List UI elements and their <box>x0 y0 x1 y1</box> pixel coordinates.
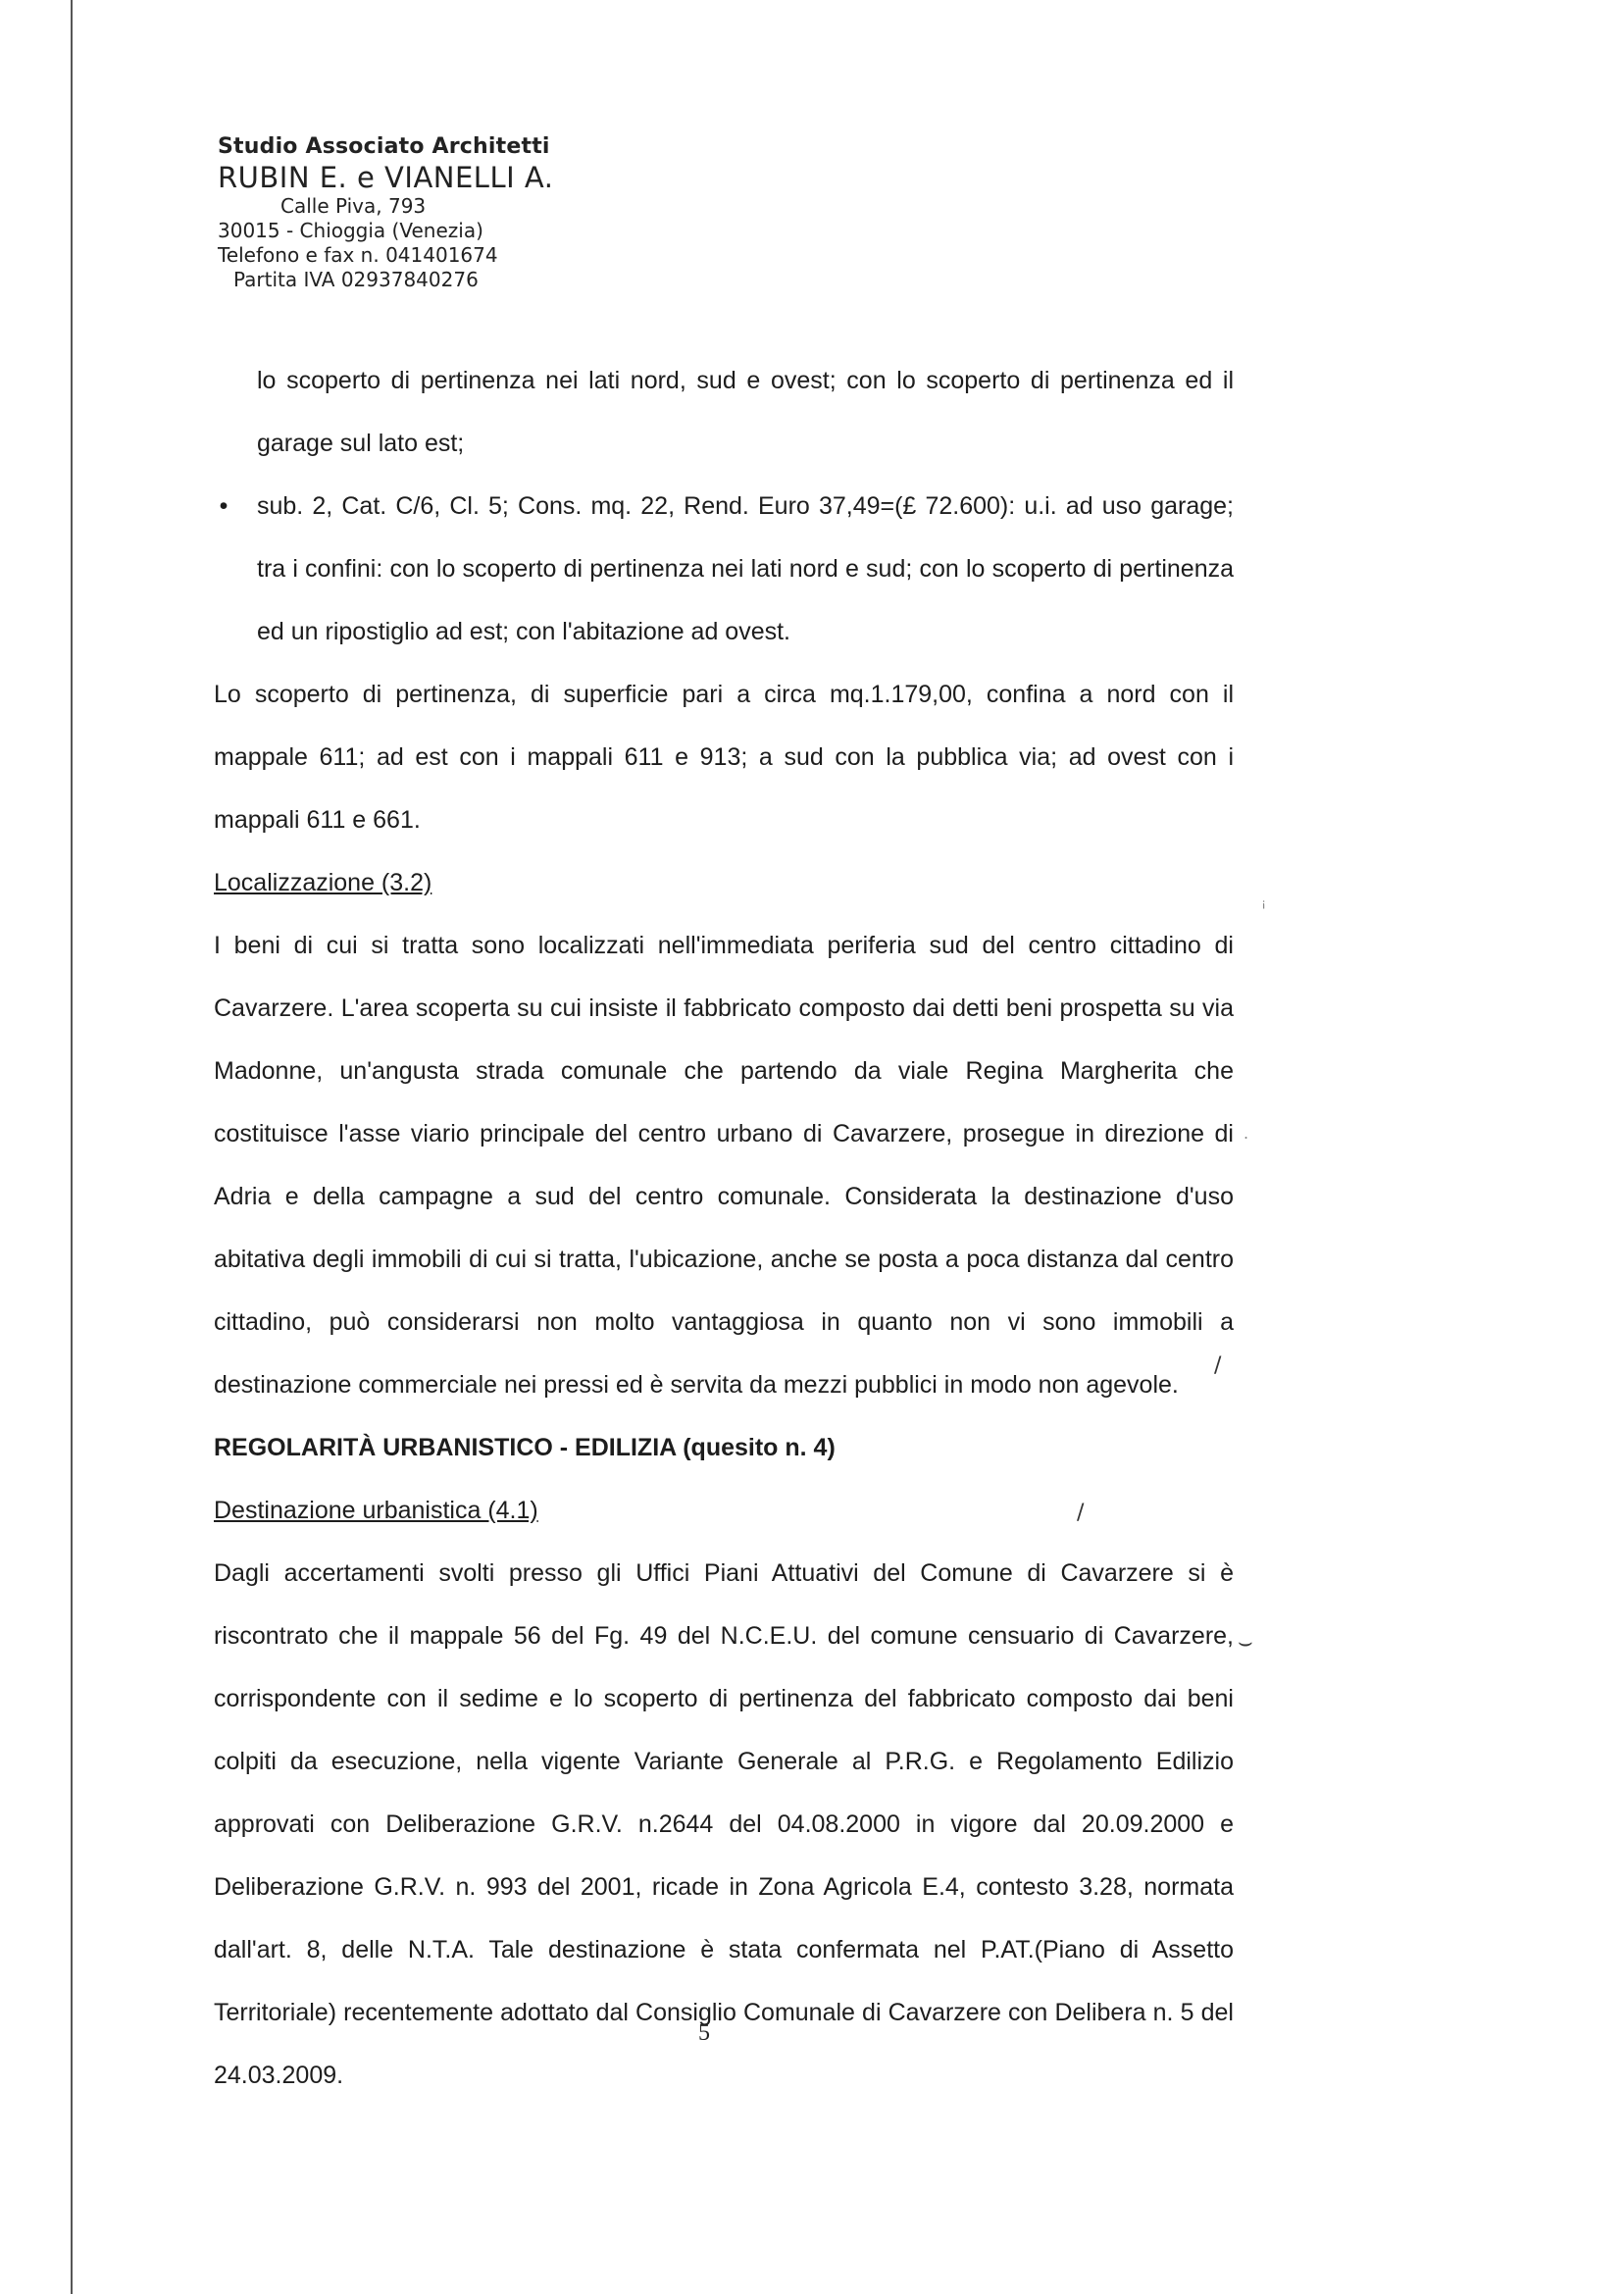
document-body <box>214 349 1234 2107</box>
paragraph-destinazione: Dagli accertamenti svolti presso gli Uffici Piani Attuativi del Comune di Cavarzere si è riscontrato che il mappale 56 del Fg. 49 del N.C.E.U. del comune censuario di Cavarzere, corrispondente con il sedime e lo scoperto di pertinenza del fabbricato composto dai beni colpiti da esecuzione, nella vigente Variante Generale al P.R.G. e Regolamento Edilizio approvati con Deliberazione G.R.V. n.2644 del 04.08.2000 in vigore dal 20.09.2000 e Deliberazione G.R.V. n. 993 del 2001, ricade in Zona Agricola E.4, contesto 3.28, normata dall'art. 8, delle N.T.A. Tale destinazione è stata confermata nel P.AT.(Piano di Assetto Territoriale) recentemente adottato dal Consiglio Comunale di Cavarzere con Delibera n. 5 del 24.03.2009. <box>214 1559 1234 2089</box>
letterhead <box>218 133 571 292</box>
paragraph-localizzazione: I beni di cui si tratta sono localizzati nell'immediata periferia sud del centro cittadino di Cavarzere. L'area scoperta su cui insiste il fabbricato composto dai detti beni prospetta su via Madonne, un'angusta strada comunale che partendo da viale Regina Margherita che costituisce l'asse viario principale del centro urbano di Cavarzere, prosegue in direzione di Adria e della campagne a sud del centro comunale. Considerata la destinazione d'uso abitativa degli immobili di cui si tratta, l'ubicazione, anche se posta a poca distanza dal centro cittadino, può considerarsi non molto vantaggiosa in quanto non vi sono immobili a destinazione commerciale nei pressi ed è servita da mezzi pubblici in modo non agevole. <box>214 932 1234 1399</box>
page-number: 5 <box>698 2020 710 2046</box>
section-heading-localizzazione <box>214 851 1234 914</box>
letterhead-city: 30015 - Chioggia (Venezia) <box>218 219 483 242</box>
paragraph-scoperto: Lo scoperto di pertinenza, di superficie pari a circa mq.1.179,00, confina a nord con il mappale 611; ad est con i mappali 611 e 913; a sud con la pubblica via; ad ovest con i mappali 611 e 661. <box>214 681 1234 834</box>
letterhead-phone: Telefono e fax n. 041401674 <box>218 243 498 267</box>
bullet-item-text: sub. 2, Cat. C/6, Cl. 5; Cons. mq. 22, Rend. Euro 37,49=(£ 72.600): u.i. ad uso garage; tra i confini: con lo scoperto di pertinenza nei lati nord e sud; con lo scoperto di pertinenza ed un ripostiglio ad est; con l'abitazione ad ovest. <box>257 492 1234 645</box>
pen-mark: / <box>1077 1501 1085 1525</box>
bullet-dot: • <box>219 492 228 520</box>
pen-mark: / <box>1214 1353 1222 1378</box>
bullet-item-sub2 <box>214 475 1234 663</box>
heading-localizzazione-text: Localizzazione (3.2) <box>214 869 432 896</box>
letterhead-studio: Studio Associato Architetti <box>218 134 550 159</box>
paragraph-continuation: lo scoperto di pertinenza nei lati nord, sud e ovest; con lo scoperto di pertinenza ed il garage sul lato est; <box>257 367 1234 457</box>
letterhead-address: Calle Piva, 793 <box>280 194 427 218</box>
scan-binding-edge <box>71 0 73 2294</box>
heading-destinazione-text: Destinazione urbanistica (4.1) <box>214 1497 538 1524</box>
pen-mark: ⌣ <box>1238 1628 1253 1656</box>
scan-speck: ꜞ <box>1261 896 1267 920</box>
scan-speck: . <box>1243 1124 1249 1143</box>
section-heading-regolarita: REGOLARITÀ URBANISTICO - EDILIZIA (quesito n. 4) <box>214 1434 836 1461</box>
letterhead-names: RUBIN E. e VIANELLI A. <box>218 161 554 194</box>
letterhead-vat: Partita IVA 02937840276 <box>233 268 479 291</box>
